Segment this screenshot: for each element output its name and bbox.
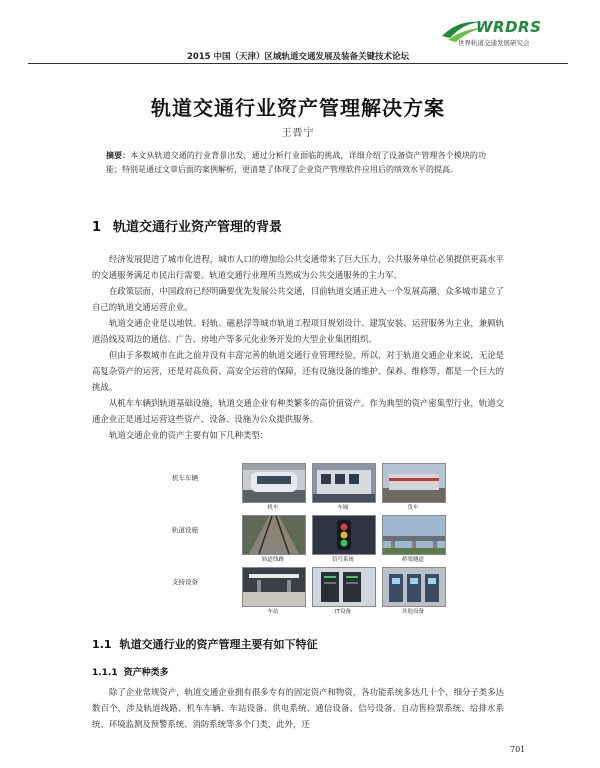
header-divider [28, 63, 568, 64]
section-title: 轨道交通行业资产管理的背景 [113, 220, 283, 235]
abstract-text: 本文从轨道交通的行业背景出发，通过分析行业面临的挑战，详细介绍了设备资产管理各个模块的功能；特别是通过文章后面的案例解析，更清楚了体现了企业资产管理软件应用后的绩效水平的提高。 [106, 151, 487, 174]
other-equipment-photo [382, 567, 446, 607]
figure-caption: 轨道线路 [261, 557, 284, 563]
paragraph: 经济发展促进了城市化进程，城市人口的增加给公共交通带来了巨大压力，公共服务单位必须提供更高水平的交通服务满足市民出行需要。轨道交通行业理所当然成为公共交通服务的主力军。 [92, 254, 504, 280]
bridge-tunnel-photo [382, 515, 446, 555]
subsection-heading [92, 636, 318, 652]
figure-caption: 货车 [407, 505, 419, 511]
logo-subtitle: 世界轨道交通发展研究会 [458, 39, 530, 47]
figure-caption: 车站 [267, 609, 279, 615]
figure-row-label: 机车车辆 [172, 474, 198, 482]
subsection-number: 1.1 [92, 638, 112, 651]
section-heading [92, 216, 282, 235]
paragraph: 除了企业常规资产，轨道交通企业拥有很多专有的固定资产和物资，各功能系统多达几十个，细分子类多达数百个，涉及轨道线路、机车车辆、车站设备、供电系统、通信设备、信号设备、自动售检票系统、给排水系统、环境监测及预警系统、消防系统等多个门类，此外，还 [92, 687, 504, 729]
page-number: 701 [510, 745, 526, 754]
subsection-title: 轨道交通行业的资产管理主要有如下特征 [119, 638, 318, 651]
author-name: 王晋宁 [281, 128, 315, 139]
subsubsection-body [92, 684, 504, 732]
figure-caption: 机车 [267, 505, 279, 511]
asset-types-figure [120, 463, 450, 623]
figure-row-label: 轨道设施 [172, 526, 198, 534]
paragraph: 从机车车辆到轨道基础设施，轨道交通企业有种类繁多的高价值资产。作为典型的资产密集型行业，轨道交通企业正是通过运营这些资产、设备、设施为公众提供服务。 [92, 398, 504, 424]
carriage-photo [312, 463, 376, 503]
figure-caption: 桥梁隧道 [401, 557, 424, 563]
paragraph: 但由于多数城市在此之前并没有丰富完善的轨道交通行业管理经验，所以，对于轨道交通企业来说，无论是高复杂资产的运营，还是对高负荷、高安全运营的保障，还有设施设备的维护、保养、维修等，都是一个巨大的挑战。 [92, 350, 504, 392]
figure-caption: 其他设备 [401, 609, 424, 615]
subsubsection-title: 资产种类多 [123, 668, 169, 678]
paragraph: 轨道交通企业的资产主要有如下几种类型： [109, 430, 269, 440]
figure-row-label: 支持设备 [172, 578, 198, 586]
subsubsection-number: 1.1.1 [92, 668, 118, 678]
section-body [92, 251, 504, 443]
locomotive-photo [242, 463, 306, 503]
paragraph: 在政策层面，中国政府已经明确要优先发展公共交通，目前轨道交通正进入一个发展高潮，众多城市建立了自己的轨道交通运营企业。 [92, 286, 504, 312]
paper-title: 轨道交通行业资产管理解决方案 [151, 96, 445, 120]
freight-car-photo [382, 463, 446, 503]
section-number: 1 [92, 220, 102, 235]
logo-wordmark: WRDRS [476, 18, 542, 36]
running-header: 2015 中国（天津）区域轨道交通发展及装备关键技术论坛 [186, 52, 410, 62]
it-equipment-photo [312, 567, 376, 607]
figure-caption: 车厢 [337, 505, 349, 511]
figure-caption: IT设备 [335, 609, 351, 615]
figure-caption: 信号系统 [331, 557, 354, 563]
station-photo [242, 567, 306, 607]
track-line-photo [242, 515, 306, 555]
subsubsection-heading [92, 665, 169, 678]
signal-system-photo [312, 515, 376, 555]
abstract-label: 摘要： [106, 150, 131, 160]
abstract [106, 148, 486, 177]
paragraph: 轨道交通企业是以地铁、轻轨、磁悬浮等城市轨道工程项目规划设计、建筑安装、运营服务为主业，兼顾轨道沿线及周边的通信、广告、房地产等多元化业务开发的大型企业集团组织。 [92, 318, 504, 344]
